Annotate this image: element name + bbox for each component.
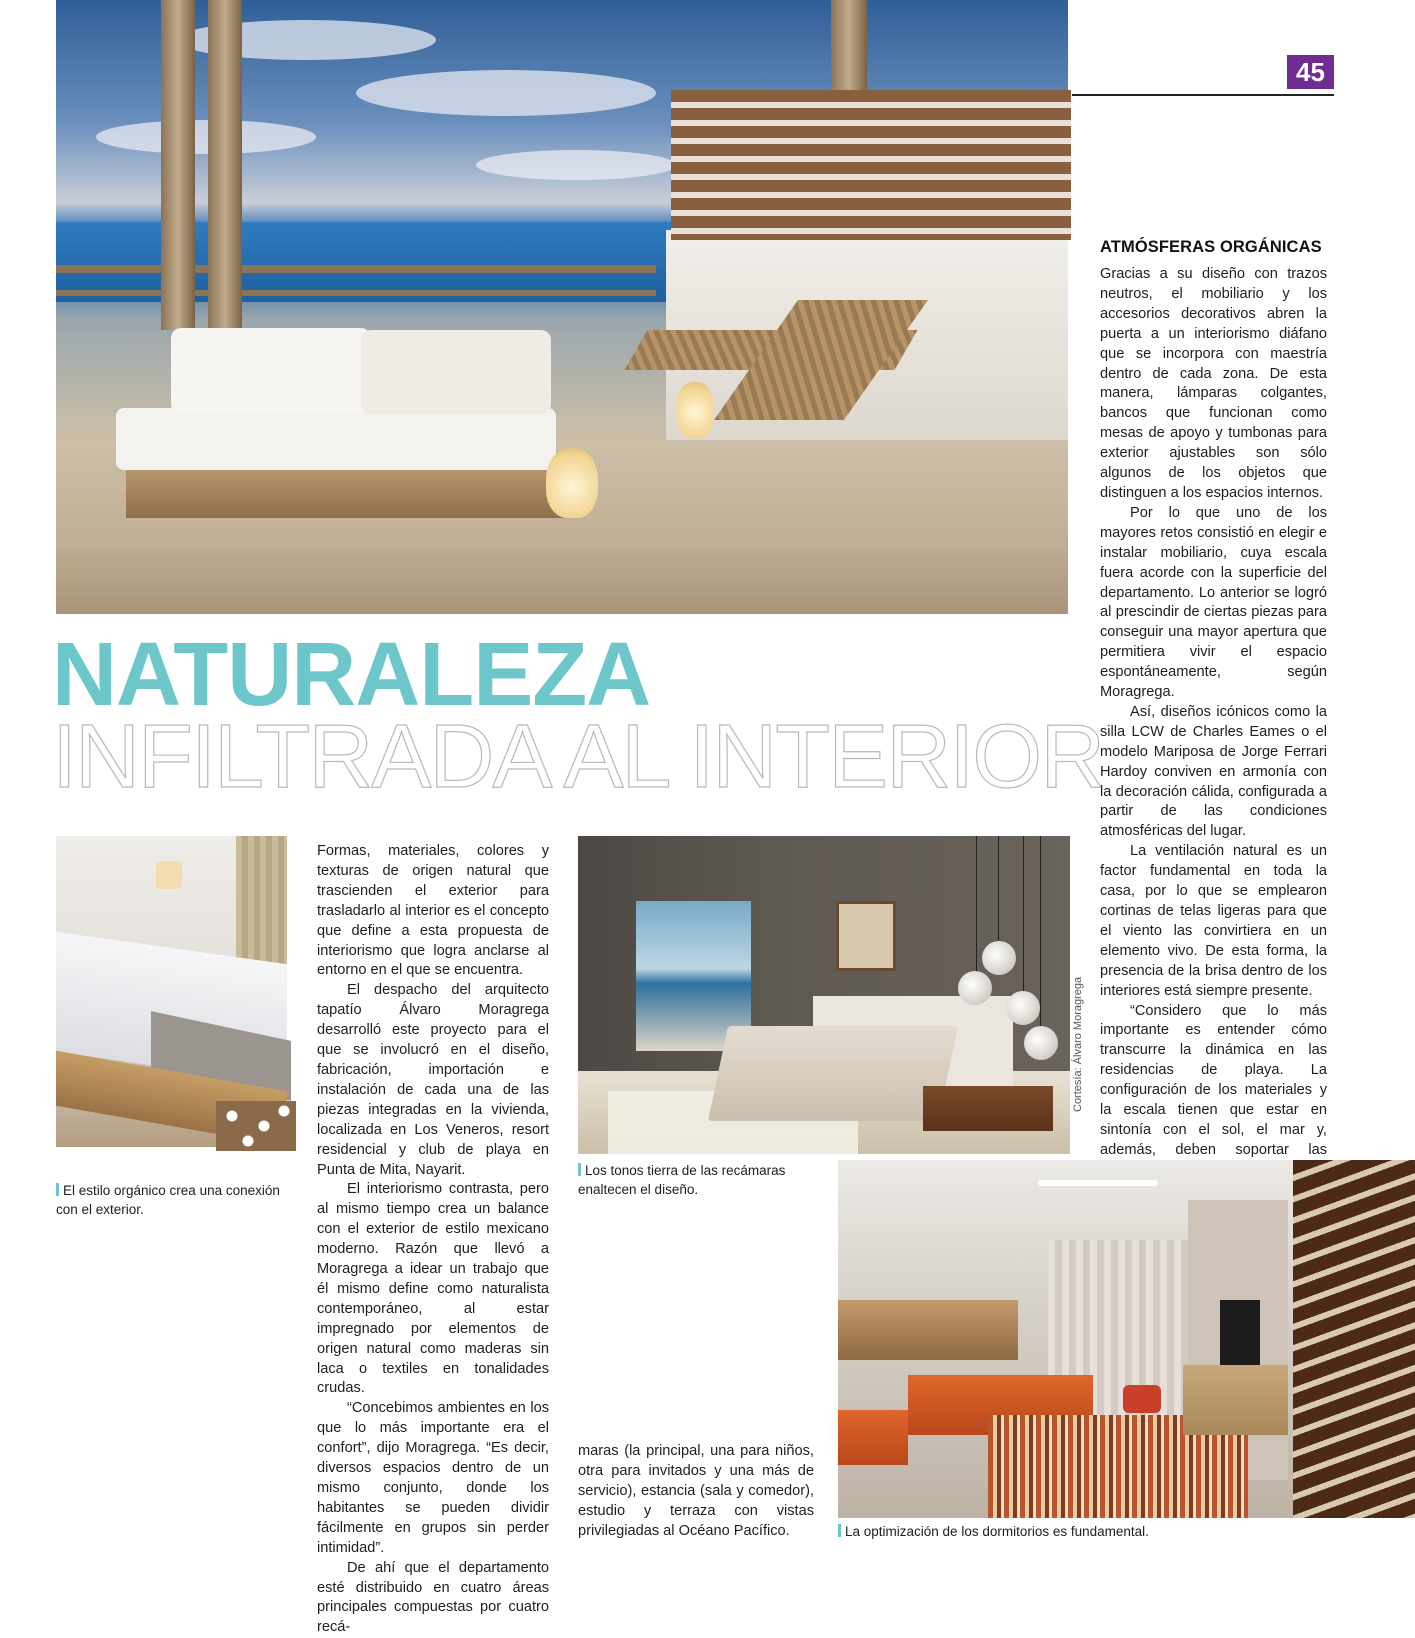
photo-credit: Cortesía: Álvaro Moragrega — [1072, 976, 1084, 1112]
paragraph: Así, diseños icónicos como la silla LCW de Charles Eames o el modelo Mariposa de Jorge Ferrari Hardoy conviven en armonía con la decoración cálida, configurada a partir de las condiciones atmosféricas del lugar. — [1100, 703, 1327, 840]
paragraph: El interiorismo contrasta, pero al mismo tiempo crea un balance con el exterior de estilo mexicano moderno. Razón que llevó a Moragrega a idear un trabajo que él mismo define como naturalista contemporáneo, al estar impregnado por elementos de origen natural como maderas sin laca o textiles en tonalidades crudas. — [317, 1181, 549, 1397]
paragraph: Gracias a su diseño con trazos neutros, el mobiliario y los accesorios decorativos abren la puerta a un interiorismo diáfano que se incorpora con maestría dentro de cada zona. De esta manera, lámparas colgantes, bancos que funcionan como mesas de apoyo y tumbonas para exterior ajustables son sólo algunos de los objetos que distinguen a los espacios internos. — [1100, 266, 1327, 501]
caption-bed3 — [838, 1522, 1238, 1541]
bedroom-photo-earth-tones — [578, 836, 1070, 1154]
main-column-continuation: maras (la principal, una para niños, otra para invitados y una más de servicio), estancia (sala y comedor), estudio y terraza con vistas privilegiadas al Océano Pacífico. — [578, 1443, 814, 1539]
right-column-text — [1100, 265, 1327, 1201]
caption-marker — [578, 1163, 581, 1176]
caption-text: Los tonos tierra de las recámaras enaltecen el diseño. — [578, 1163, 786, 1197]
paragraph: Por lo que uno de los mayores retos consistió en elegir e instalar mobiliario, cuya escala fuera acorde con la superficie del departamento. Lo anterior se logró al prescindir de ciertas piezas para conseguir una mayor apertura que permitiera vivir el espacio espontáneamente, según Moragrega. — [1100, 504, 1327, 701]
caption-bed2 — [578, 1161, 818, 1199]
bedroom-photo-organic — [56, 836, 287, 1147]
header-rule — [1072, 94, 1334, 96]
bedroom-photo-kids — [838, 1160, 1415, 1518]
main-column-text — [317, 842, 549, 1638]
caption-marker — [838, 1524, 841, 1537]
caption-text: El estilo orgánico crea una conexión con el exterior. — [56, 1183, 280, 1217]
paragraph: “Considero que lo más importante es entender cómo transcurre la dinámica en las residencias de playa. La configuración de los materiales y la escala tienen que estar en sintonía con el sol, el mar y, además, deben soportar las — [1100, 1002, 1327, 1158]
paragraph: “Concebimos ambientes en los que lo más importante era el confort”, dijo Moragrega. “Es decir, diversos espacios dentro de un mismo conjunto, donde los habitantes se pueden dividir fácilmente en grupos sin perder intimidad”. — [317, 1400, 549, 1556]
caption-text: La optimización de los dormitorios es fundamental. — [845, 1524, 1149, 1539]
caption-marker — [56, 1183, 59, 1196]
caption-bed1 — [56, 1181, 296, 1219]
paragraph: Formas, materiales, colores y texturas de origen natural que trascienden el exterior para trasladarlo al interior es el concepto que define a esta propuesta de interiorismo que logra anclarse al entorno en el que se encuentra. — [317, 843, 549, 979]
hero-terrace-photo — [56, 0, 1068, 614]
headline-main: NATURALEZA — [52, 625, 651, 725]
section-heading: ATMÓSFERAS ORGÁNICAS — [1100, 238, 1322, 256]
headline-sub: INFILTRADA AL INTERIOR — [52, 707, 1104, 807]
paragraph: El despacho del arquitecto tapatío Álvaro Moragrega desarrolló este proyecto para el que se involucró en el diseño, fabricación, importación e instalación de cada una de las piezas integradas en la vivienda, localizada en Los Veneros, resort residencial y club de playa en Punta de Mita, Nayarit. — [317, 982, 549, 1178]
page-number: 45 — [1287, 55, 1334, 89]
paragraph: La ventilación natural es un factor fundamental en toda la casa, por lo que se emplearon cortinas de telas ligeras para que el viento las convirtiera en un elemento vivo. De esta forma, la presencia de la brisa dentro de los interiores está siempre presente. — [1100, 843, 1327, 999]
paragraph: De ahí que el departamento esté distribuido en cuatro áreas principales compuestas por cuatro recá- — [317, 1559, 549, 1636]
